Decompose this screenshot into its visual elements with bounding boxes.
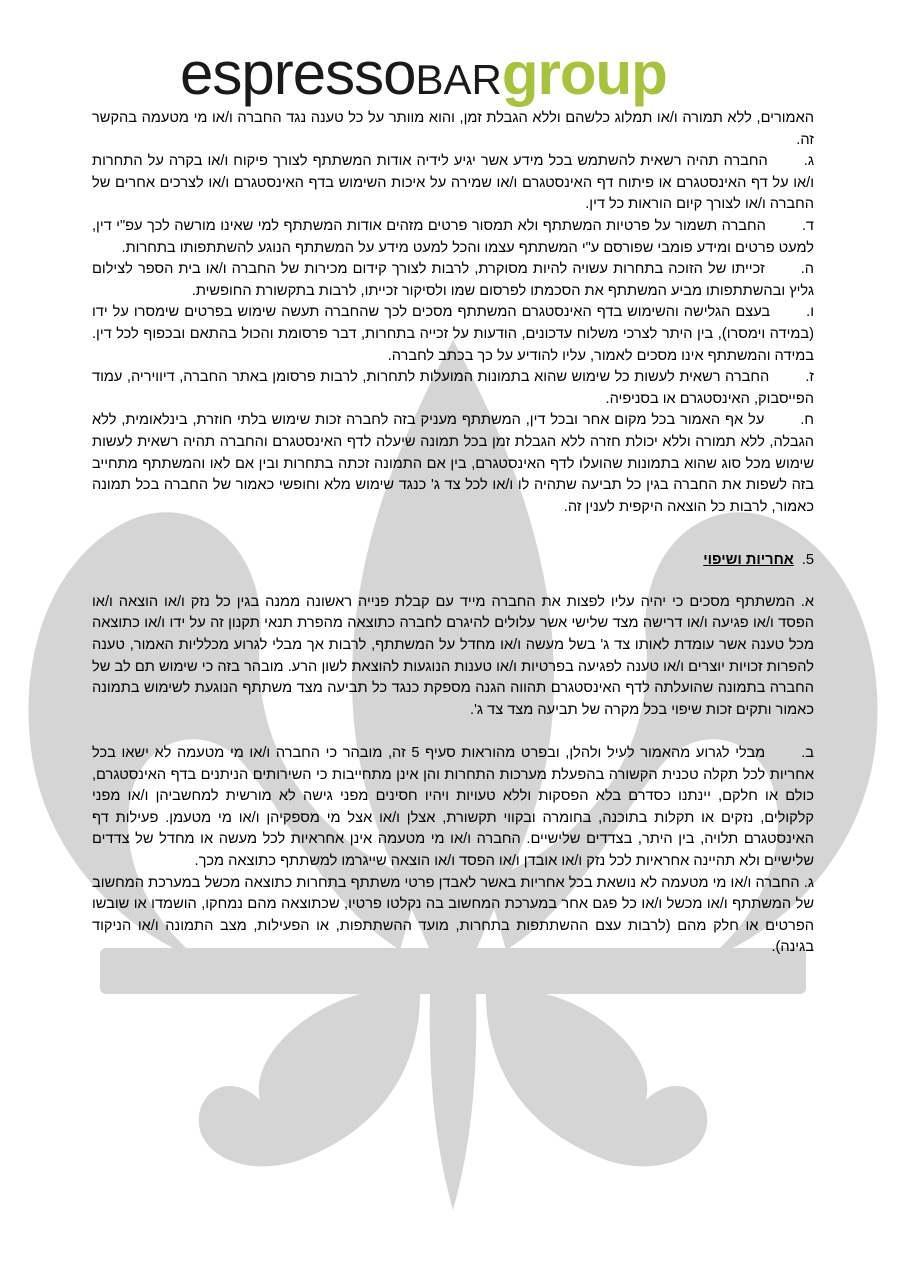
paragraph-text: בעצם הגלישה והשימוש בדף האינסטגרם המשתתף מסכים לכך שהחברה תעשה שימוש בפרטים שימסרו על ידו (במידה וימסרו), בין היתר לצרכי משלוח עדכונים, הודעות על זכייה בתחרות, דבר פרסומת והכול בהתאם ובכפוף לכל דין. במידה והמשתתף אינו מסכים לאמור, עליו להודיע על כך בכתב לחברה. — [92, 304, 814, 364]
paragraph-marker: ב. — [801, 745, 814, 762]
section-paragraph-bet — [92, 743, 814, 873]
paragraph-gimel — [92, 151, 814, 216]
paragraph-marker: ד. — [801, 217, 814, 234]
paragraph-text: זכייתו של הזוכה בתחרות עשויה להיות מסוקרת, לרבות לצורך קידום מכירות של החברה ו/או בית הספר לצילום גליץ ובהשתתפותו מביע המשתתף את הסכמתו לפרסום שמו ולסיקור זכייתו, לרבות בתקשורת החופשית. — [92, 261, 814, 299]
paragraph-marker: ז. — [805, 369, 814, 386]
paragraph-he — [92, 259, 814, 302]
logo-group: group — [501, 40, 667, 107]
paragraph-text: החברה ו/או מי מטעמה לא נושאת בכל אחריות באשר לאבדן פרטי משתתף בתחרות כתוצאה מכשל במערכת המחשוב של המשתתף ו/או מכשל ו/או כל פגם אחר במערכת המחשוב בה נקלטו פרטיו, שכתוצאה מהם נמחקו, הושמדו או שובשו הפרטים או חלק מהם (לרבות עצם ההשתתפות בתחרות, מועד ההשתתפות, או הפעילות, מצב התמונה ו/או הניקוד בגינה). — [92, 874, 814, 956]
paragraph-text: האמורים, ללא תמורה ו/או תמלוג כלשהם וללא הגבלת זמן, והוא מוותר על כל טענה נגד החברה ו/או מי מטעמה בהקשר זה. — [92, 110, 814, 148]
paragraph-zayin — [92, 367, 814, 410]
section-paragraph-gimel — [92, 873, 814, 959]
paragraph-text: החברה תהיה רשאית להשתמש בכל מידע אשר יגיע לידיה אודות המשתתף לצורך פיקוח ו/או בקרה על התחרות ו/או על דף האינסטגרם או פיתוח דף האינסטגרם ו/או שמירה על איכות השימוש בדף האינסטגרם ו/או לצרכים אחרים של החברה ו/או לצורך קיום הוראות כל דין. — [92, 153, 814, 213]
section-heading — [92, 550, 814, 572]
section-title: אחריות ושיפוי — [703, 552, 794, 569]
paragraph-text: החברה תשמור על פרטיות המשתתף ולא תמסור פרטים מזהים אודות המשתתף למי שאינו מורשה לכך עפ"י דין, למעט פרטים ומידע פומבי שפורסם ע"י המשתתף עצמו והכל למעט מידע על המשתתף הנוגע להשתתפותו בתחרות. — [92, 217, 814, 256]
section-paragraph-alef — [92, 592, 814, 722]
paragraph-marker: ח. — [800, 412, 814, 429]
paragraph-dalet — [92, 216, 814, 259]
paragraph-marker: ה. — [800, 261, 814, 278]
paragraph-text: על אף האמור בכל מקום אחר ובכל דין, המשתתף מעניק בזה לחברה זכות שימוש בלתי חוזרת, בינלאומית, ללא הגבלה, ללא תמורה וללא יכולת חזרה ללא הגבלת זמן בכל תמונה שיעלה לדף האינסטגרם והחברה תהיה רשאית לעשות שימוש מכל סוג שהוא בתמונות שהועלו לדף האינסטגרם, בין אם התמונה זכתה בתחרות ובין אם לאו והמשתתף מתחייב בזה לשפות את החברה בגין כל תביעה שתהיה לו ו/או לכל צד ג' כנגד שימוש מלא וחופשי כאמור של החברה בכל תמונה כאמור, לרבות כל הוצאה היקפית לענין זה. — [92, 412, 814, 515]
logo-espresso: espresso — [180, 40, 416, 107]
logo-bar: BAR — [415, 56, 502, 103]
paragraph-het — [92, 410, 814, 518]
watermark-bottom-stem — [430, 994, 477, 1210]
paragraph-vav — [92, 302, 814, 367]
paragraph-text: מבלי לגרוע מהאמור לעיל ולהלן, ובפרט מהוראות סעיף 5 זה, מובהר כי החברה ו/או מי מטעמה לא ישאו בכל אחריות לכל תקלה טכנית הקשורה בהפעלת מערכות התחרות והן אינן מתחייבות כי השירותים הניתנים בדף האינסטגרם, כולם או חלקם, יינתנו כסדרם בלא הפסקות וללא טעויות ויהיו חסינים מפני גישה לא מורשית למחשביהן ו/או מפני קלקולים, נזקים או תקלות בתוכנה, בחומרה ובקווי תקשורת, אצלן ו/או אצל מי מספקיהן ו/או מי מטעמן. פעילות דף האינסטגרם תלויה, בין היתר, בצדדים שלישיים. החברה ו/או מי מטעמה אינן אחראיות לכל מעשה או מחדל של צדדים שלישיים ולא תהיינה אחראיות לכל נזק ו/או אובדן ו/או הפסד ו/או הוצאה שייגרמו למשתתף כתוצאה מכך. — [92, 745, 814, 869]
espressobar-group-logo — [180, 40, 667, 107]
paragraph-text: החברה רשאית לעשות כל שימוש שהוא בתמונות המועלות לתחרות, לרבות פרסומן באתר החברה, דיוויריה, עמוד הפייסבוק, האינסטגרם או בסניפיה. — [92, 369, 814, 407]
watermark-bottom-left-lobe — [199, 994, 420, 1166]
paragraph-text: המשתתף מסכים כי יהיה עליו לפצות את החברה מייד עם קבלת פנייה ראשונה ממנה בגין כל נזק ו/או הוצאה ו/או הפסד ו/או פגיעה ו/או דרישה מצד שלישי אשר עלולים להיגרם לחברה כתוצאה מהפרת תנאי תקנון זה על ידו ו/או כתוצאה מכל טענה אשר עומדת לאותו צד ג' בשל מעשה ו/או מחדל על המשתתף, לרבות אך מבלי לגרוע מכלליות האמור, טענה להפרות זכויות יוצרים ו/או טענה לפגיעה בפרטיות ו/או טענות הנוגעות להוצאת לשון הרע. מובהר בזה כי שימוש תם לב של החברה בתמונה שהועלתה לדף האינסטגרם תהווה הגנה מספקת כנגד כל תביעה מצד משתתף הנוגעת לשימוש בתמונה כאמור ותקים זכות שיפוי בכל מקרה של תביעה מצד צד ג'. — [92, 593, 814, 718]
paragraph-marker: ו. — [806, 304, 814, 321]
paragraph-continuation — [92, 108, 814, 151]
paragraph-marker: א. — [800, 593, 815, 610]
paragraph-marker: ג. — [803, 153, 814, 170]
paragraph-marker: ג. — [803, 874, 814, 891]
terms-document — [92, 108, 814, 959]
watermark-bottom-right-lobe — [486, 994, 707, 1166]
section-number: 5. — [801, 552, 814, 569]
